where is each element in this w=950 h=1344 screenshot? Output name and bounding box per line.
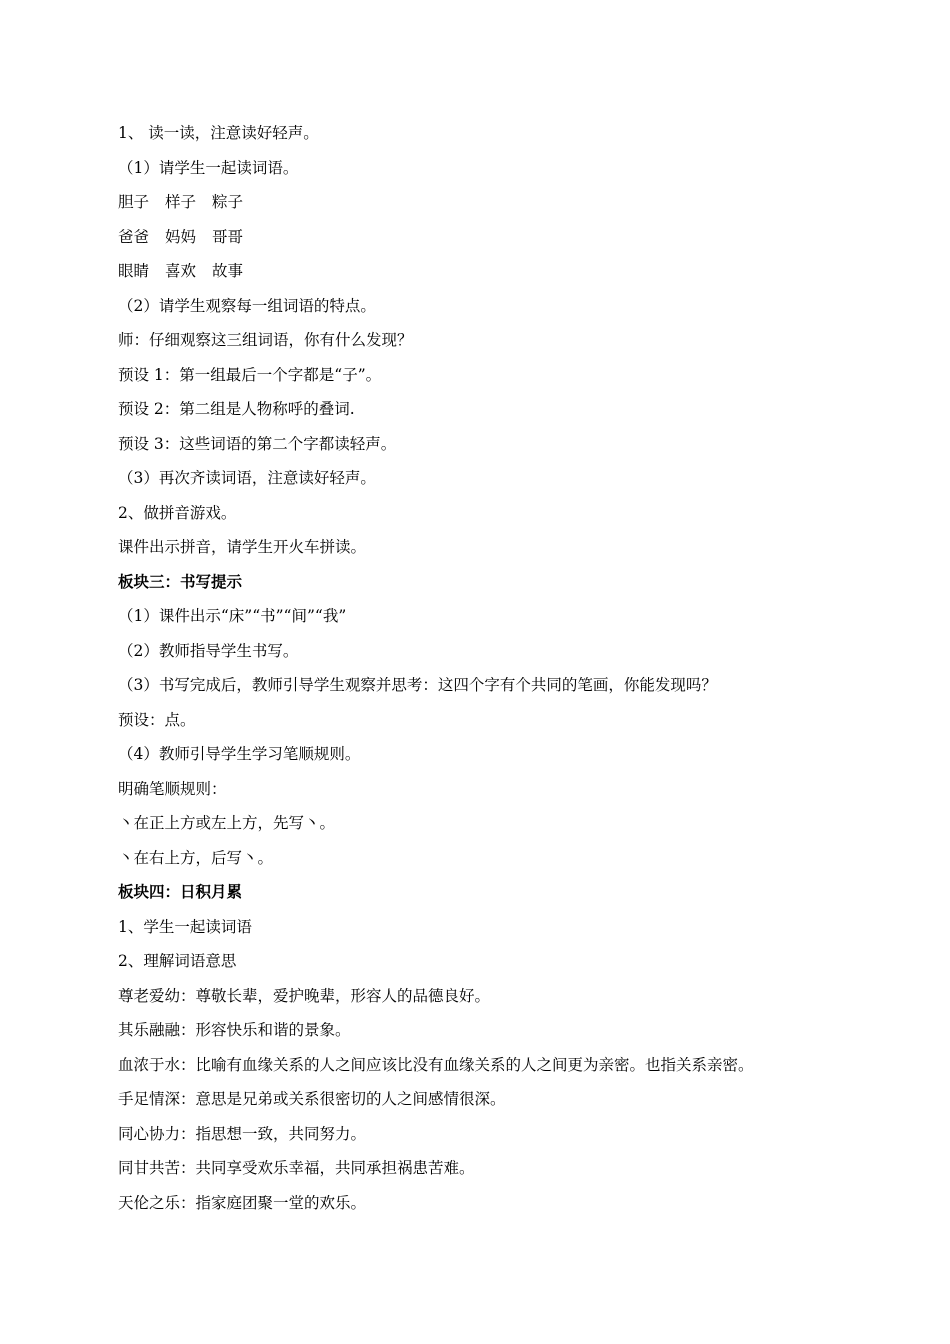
word: 眼睛 — [118, 262, 150, 280]
stroke-rule-1: 丶在正上方或左上方，先写丶。 — [118, 814, 336, 832]
word: 哥哥 — [212, 227, 244, 246]
preset-answer-3: 预设 3：这些词语的第二个字都读轻声。 — [118, 434, 397, 453]
preset-answer-1: 预设 1：第一组最后一个字都是“子”。 — [118, 365, 382, 384]
writing-step-4: （4）教师引导学生学习笔顺规则。 — [118, 745, 361, 763]
word: 爸爸 — [118, 227, 150, 246]
idiom-definition: 其乐融融：形容快乐和谐的景象。 — [118, 1021, 351, 1039]
step-read-words: （1）请学生一起读词语。 — [118, 158, 299, 177]
word-group-2 — [118, 220, 838, 255]
preset-answer-2: 预设 2：第二组是人物称呼的叠词. — [118, 400, 355, 418]
accumulation-step-2: 2、理解词语意思 — [118, 952, 237, 970]
exercise-pinyin-game: 2、做拼音游戏。 — [118, 503, 237, 522]
word: 故事 — [212, 262, 244, 280]
step-reread: （3）再次齐读词语，注意读好轻声。 — [118, 469, 376, 487]
word: 胆子 — [118, 193, 150, 211]
document-body — [118, 116, 838, 1220]
word: 粽子 — [212, 193, 244, 211]
idiom-definition: 同心协力：指思想一致，共同努力。 — [118, 1124, 367, 1143]
exercise-read-title: 1、 读一读，注意读好轻声。 — [118, 124, 319, 142]
idiom-definition: 同甘共苦：共同享受欢乐幸福，共同承担祸患苦难。 — [118, 1159, 475, 1177]
writing-step-1: （1）课件出示“床”“书”“间”“我” — [118, 607, 347, 625]
writing-preset: 预设：点。 — [118, 710, 196, 729]
stroke-rule-label: 明确笔顺规则： — [118, 779, 227, 798]
idiom-definition: 手足情深：意思是兄弟或关系很密切的人之间感情很深。 — [118, 1090, 506, 1108]
writing-step-3: （3）书写完成后，教师引导学生观察并思考：这四个字有个共同的笔画，你能发现吗？ — [118, 676, 717, 694]
word-group-1 — [118, 185, 838, 220]
idiom-definition: 血浓于水：比喻有血缘关系的人之间应该比没有血缘关系的人之间更为亲密。也指关系亲密。 — [118, 1055, 754, 1074]
word: 妈妈 — [165, 227, 197, 246]
teacher-question: 师：仔细观察这三组词语，你有什么发现？ — [118, 331, 413, 349]
word-group-3 — [118, 254, 838, 289]
idiom-definition: 尊老爱幼：尊敬长辈，爱护晚辈，形容人的品德良好。 — [118, 986, 491, 1005]
accumulation-step-1: 1、学生一起读词语 — [118, 917, 252, 936]
section-heading-accumulation: 板块四：日积月累 — [118, 883, 243, 901]
word: 样子 — [165, 193, 197, 211]
pinyin-instruction: 课件出示拼音，请学生开火车拼读。 — [118, 538, 367, 556]
step-observe: （2）请学生观察每一组词语的特点。 — [118, 296, 376, 315]
writing-step-2: （2）教师指导学生书写。 — [118, 641, 299, 660]
section-heading-writing: 板块三：书写提示 — [118, 572, 243, 591]
word: 喜欢 — [165, 262, 197, 280]
idiom-definition: 天伦之乐：指家庭团聚一堂的欢乐。 — [118, 1193, 367, 1212]
stroke-rule-2: 丶在右上方，后写丶。 — [118, 848, 274, 867]
